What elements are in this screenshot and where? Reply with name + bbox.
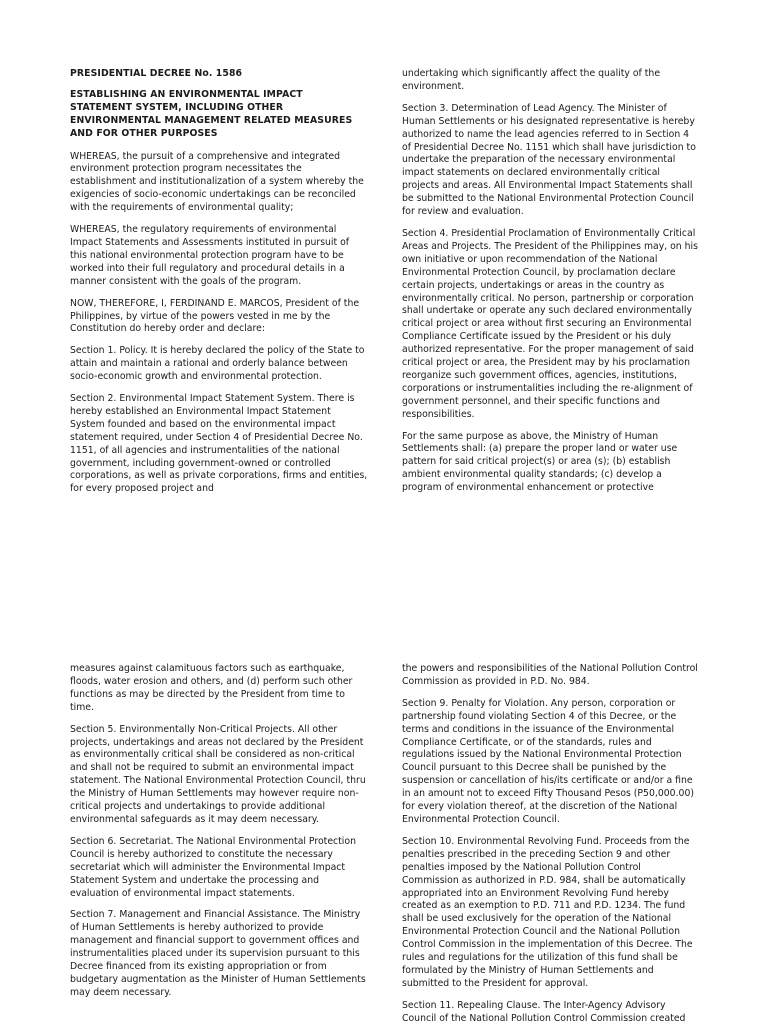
section-8-continued-paragraph: the powers and responsibilities of the National Pollution Control Commission as provided in P.D. No. 984. (402, 663, 698, 687)
section-7-paragraph: Section 7. Management and Financial Assistance. The Ministry of Human Settlements is hereby authorized to provide management and financial support to government offices and instrumentalities placed under its supervision pursuant to this Decree financed from its existing appropriation or from budgetary augmentation as the Minister of Human Settlements may deem necessary. (70, 909, 366, 998)
page-1-left-column (70, 68, 368, 505)
section-4-paragraph: Section 4. Presidential Proclamation of Environmentally Critical Areas and Projects. The President of the Philippines may, on his own initiative or upon recommendation of the National Environmental Protection Council, by proclamation declare certain projects, undertakings or areas in the country as environmentally critical. No person, partnership or corporation shall undertake or operate any such declared environmentally critical project or area without first securing an Environmental Compliance Certificate issued by the President or his duly authorized representative. For the proper management of said critical project or area, the President may by his proclamation reorganize such government offices, agencies, institutions, corporations or instrumentalities including the re-alignment of government personnel, and their specific functions and responsibilities. (402, 227, 698, 420)
section-2-continued-paragraph: undertaking which significantly affect the quality of the environment. (402, 68, 661, 92)
page-2-right-column (402, 663, 700, 1024)
section-4-continued-paragraph: measures against calamituous factors such as earthquake, floods, water erosion and others, and (d) perform such other functions as may be directed by the President from time to time. (70, 663, 353, 713)
section-4-purpose-paragraph: For the same purpose as above, the Ministry of Human Settlements shall: (a) prepare the proper land or water use pattern for said critical project(s) or area (s); (b) establish ambient environmental quality standards; (c) develop a program of environmental enhancement or protective (402, 430, 678, 494)
whereas-paragraph-1: WHEREAS, the pursuit of a comprehensive and integrated environment protection program necessitates the establishment and institutionalization of a system whereby the exigencies of socio-economic undertakings can be reconciled with the requirements of environmental quality; (70, 150, 364, 214)
section-5-paragraph: Section 5. Environmentally Non-Critical Projects. All other projects, undertakings and areas not declared by the President as environmentally critical shall be considered as non-critical and shall not be required to submit an environmental impact statement. The National Environmental Protection Council, thru the Ministry of Human Settlements may however require non-critical projects and undertakings to provide additional environmental safeguards as it may deem necessary. (70, 723, 366, 825)
page-1-right-column (402, 68, 700, 504)
section-2-paragraph: Section 2. Environmental Impact Statement System. There is hereby established an Environmental Impact Statement System founded and based on the environmental impact statement required, under Section 4 of Presidential Decree No. 1151, of all agencies and instrumentalities of the national government, including government-owned or controlled corporations, as well as private corporations, firms and entities, for every proposed project and (70, 393, 368, 495)
section-1-paragraph: Section 1. Policy. It is hereby declared the policy of the State to attain and maintain a rational and orderly balance between socio-economic growth and environmental protection. (70, 345, 365, 383)
section-10-paragraph: Section 10. Environmental Revolving Fund. Proceeds from the penalties prescribed in the preceding Section 9 and other penalties imposed by the National Pollution Control Commission as authorized in P.D. 984, shall be automatically appropriated into an Environment Revolving Fund hereby created as an exemption to P.D. 711 and P.D. 1234. The fund shall be used exclusively for the operation of the National Environmental Protection Council and the National Pollution Control Commission in the implementation of this Decree. The rules and regulations for the utilization of this fund shall be formulated by the Ministry of Human Settlements and submitted to the President for approval. (402, 835, 693, 989)
section-6-paragraph: Section 6. Secretariat. The National Environmental Protection Council is hereby authorized to constitute the necessary secretariat which will administer the Environmental Impact Statement System and undertake the processing and evaluation of environmental impact statements. (70, 835, 356, 899)
document-page-2 (0, 658, 768, 1024)
whereas-paragraph-2: WHEREAS, the regulatory requirements of environmental Impact Statements and Assessments instituted in pursuit of this national environmental protection program have to be worked into their full regulatory and procedural details in a manner consistent with the goals of the program. (70, 224, 350, 287)
section-9-paragraph: Section 9. Penalty for Violation. Any person, corporation or partnership found violating Section 4 of this Decree, or the terms and conditions in the issuance of the Environmental Compliance Certificate, or of the standards, rules and regulations issued by the National Environmental Protection Council pursuant to this Decree shall be punished by the suspension or cancellation of his/its certificate or and/or a fine in an amount not to exceed Fifty Thousand Pesos (P50,000.00) for every violation thereof, at the discretion of the National Environmental Protection Council. (402, 697, 694, 825)
page-2-left-column (70, 663, 368, 1009)
section-11-paragraph: Section 11. Repealing Clause. The Inter-Agency Advisory Council of the National Pollution Control Commission created (402, 999, 686, 1024)
section-3-paragraph: Section 3. Determination of Lead Agency. The Minister of Human Settlements or his designated representative is hereby authorized to name the lead agencies referred to in Section 4 of Presidential Decree No. 1151 which shall have jurisdiction to undertake the preparation of the necessary environmental impact statements on declared environmentally critical projects and areas. All Environmental Impact Statements shall be submitted to the National Environmental Protection Council for review and evaluation. (402, 102, 696, 218)
decree-heading: ESTABLISHING AN ENVIRONMENTAL IMPACT STATEMENT SYSTEM, INCLUDING OTHER ENVIRONMENTAL MANAGEMENT RELATED MEASURES AND FOR OTHER PURPOSES (70, 88, 353, 139)
page-gap (0, 520, 768, 658)
now-therefore-paragraph: NOW, THEREFORE, I, FERDINAND E. MARCOS, President of the Philippines, by virtue of the powers vested in me by the Constitution do hereby order and declare: (70, 297, 360, 335)
decree-title: PRESIDENTIAL DECREE No. 1586 (70, 68, 243, 79)
